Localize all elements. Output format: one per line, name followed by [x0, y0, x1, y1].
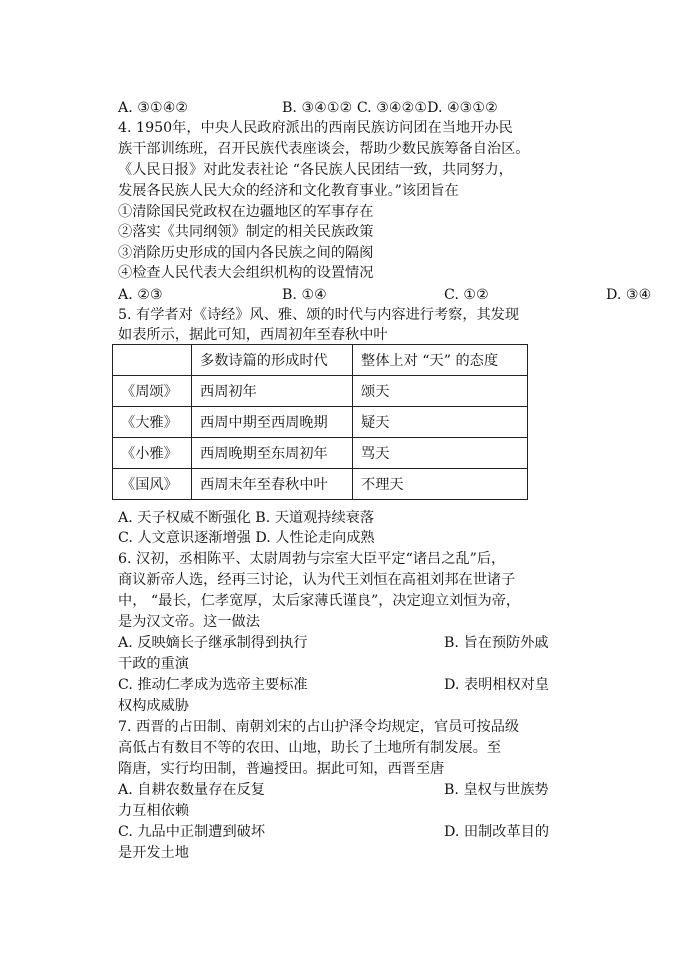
q6-option-d-cont: 权构成威胁 — [118, 698, 189, 714]
table-cell: 西周中期至西周晚期 — [192, 407, 353, 438]
q6-stem-line: 是为汉文帝。这一做法 — [118, 614, 260, 630]
table-header-row — [113, 345, 528, 376]
table-cell: 《小雅》 — [113, 438, 192, 469]
q4-option-c: C. ①② — [444, 287, 489, 303]
q7-option-d: D. 田制改革目的 — [444, 824, 550, 840]
q7-option-c: C. 九品中正制遭到破坏 — [118, 824, 266, 840]
q4-statement-1: ①清除国民党政权在边疆地区的军事存在 — [118, 204, 374, 220]
table-cell: 西周晚期至东周初年 — [192, 438, 353, 469]
q5-stem-line: 如表所示，据此可知，西周初年至春秋中叶 — [118, 327, 388, 343]
q3-option-a: A. ③①④② — [118, 100, 189, 116]
table-cell: 颂天 — [353, 376, 528, 407]
table-header-cell: 多数诗篇的形成时代 — [192, 345, 353, 376]
q7-stem-line: 隋唐，实行均田制，普遍授田。据此可知，西晋至唐 — [118, 761, 445, 777]
table-cell: 疑天 — [353, 407, 528, 438]
q6-option-c: C. 推动仁孝成为选帝主要标准 — [118, 677, 308, 693]
q6-option-d: D. 表明相权对皇 — [444, 677, 550, 693]
table-cell: 《大雅》 — [113, 407, 192, 438]
table-row — [113, 438, 528, 469]
shijing-table — [112, 344, 528, 500]
table-row — [113, 407, 528, 438]
q4-stem-line: 《人民日报》对此发表社论 “各民族人民团结一致，共同努力， — [118, 162, 513, 178]
q4-statement-2: ②落实《共同纲领》制定的相关民族政策 — [118, 224, 374, 240]
q5-options-ab: A. 天子权威不断强化 B. 天道观持续衰落 — [118, 510, 375, 526]
q5-options-cd: C. 人文意识逐渐增强 D. 人性论走向成熟 — [118, 530, 375, 546]
q6-option-b-cont: 干政的重演 — [118, 656, 189, 672]
q7-option-b-cont: 力互相依赖 — [118, 803, 189, 819]
q7-stem-line: 7. 西晋的占田制、南朝刘宋的占山护泽令均规定，官员可按品级 — [118, 719, 520, 735]
table-cell: 骂天 — [353, 438, 528, 469]
q7-option-b: B. 皇权与世族势 — [444, 782, 549, 798]
q4-statement-4: ④检查人民代表大会组织机构的设置情况 — [118, 265, 374, 281]
q6-option-b: B. 旨在预防外戚 — [444, 635, 549, 651]
q5-stem-line: 5. 有学者对《诗经》风、雅、颂的时代与内容进行考察，其发现 — [118, 307, 520, 323]
table-cell: 《国风》 — [113, 469, 192, 500]
q6-option-a: A. 反映嫡长子继承制得到执行 — [118, 635, 308, 651]
q4-statement-3: ③消除历史形成的国内各民族之间的隔阂 — [118, 245, 374, 261]
table-cell: 不理天 — [353, 469, 528, 500]
q7-option-a: A. 自耕农数量存在反复 — [118, 782, 265, 798]
q4-stem-line: 4. 1950年，中央人民政府派出的西南民族访问团在当地开办民 — [118, 120, 513, 136]
q4-option-a: A. ②③ — [118, 287, 163, 303]
table-header-cell — [113, 345, 192, 376]
table-cell: 《周颂》 — [113, 376, 192, 407]
q4-option-d: D. ③④ — [606, 287, 652, 303]
q7-option-d-cont: 是开发土地 — [118, 845, 189, 861]
q7-stem-line: 高低占有数目不等的农田、山地，助长了土地所有制发展。至 — [118, 740, 502, 756]
q4-stem-line: 族干部训练班，召开民族代表座谈会，帮助少数民族筹备自治区。 — [118, 141, 530, 157]
q6-stem-line: 中， “最长，仁孝宽厚，太后家薄氏谨良”，决定迎立刘恒为帝， — [118, 593, 521, 609]
q4-stem-line: 发展各民族人民大众的经济和文化教育事业。”该团旨在 — [118, 183, 459, 199]
table-row — [113, 376, 528, 407]
table-cell: 西周末年至春秋中叶 — [192, 469, 353, 500]
q6-stem-line: 商议新帝人选，经再三讨论，认为代王刘恒在高祖刘邦在世诸子 — [118, 572, 516, 588]
table-row — [113, 469, 528, 500]
q3-option-bcd: B. ③④①② C. ③④②①D. ④③①② — [282, 100, 498, 116]
table-cell: 西周初年 — [192, 376, 353, 407]
q6-stem-line: 6. 汉初，丞相陈平、太尉周勃与宗室大臣平定“诸吕之乱”后， — [118, 551, 506, 567]
table-header-cell: 整体上对 “天” 的态度 — [353, 345, 528, 376]
q4-option-b: B. ①④ — [282, 287, 327, 303]
